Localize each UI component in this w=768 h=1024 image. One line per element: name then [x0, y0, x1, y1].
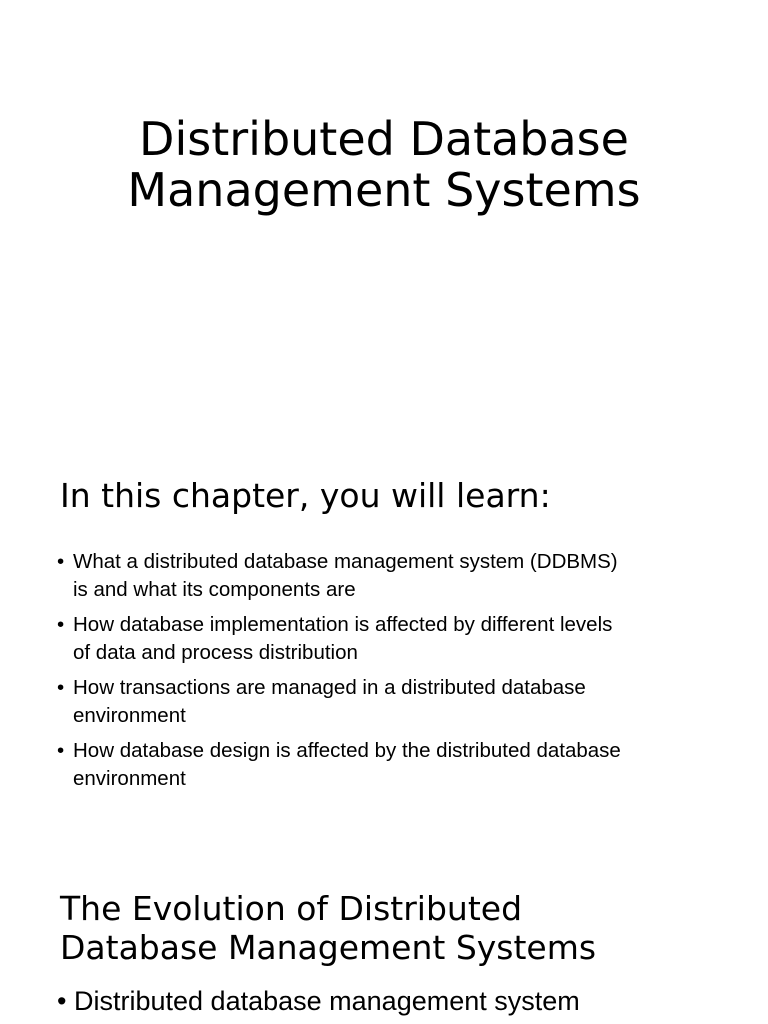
bullet-icon: • [57, 550, 65, 573]
evolution-slide [0, 860, 768, 1024]
objective-text-line-2: environment [73, 703, 186, 727]
evolution-heading-line-1: The Evolution of Distributed [60, 889, 523, 928]
evolution-list [57, 982, 737, 1020]
objective-text-line-1: How database design is affected by the distributed database [73, 739, 621, 762]
presentation-title [60, 114, 708, 216]
title-line-1: Distributed Database [139, 112, 629, 166]
evolution-heading [60, 890, 720, 967]
objective-text-line-1: What a distributed database management system (DDBMS) [73, 550, 618, 573]
bullet-icon: • [57, 613, 65, 636]
learning-objectives-list [57, 548, 717, 800]
objective-item [57, 674, 717, 729]
bullet-icon: • [57, 986, 67, 1016]
objective-text-line-1: How database implementation is affected by different levels [73, 613, 613, 636]
objective-text-line-2: is and what its components are [73, 577, 356, 601]
evolution-item-text: Distributed database management system [74, 986, 580, 1016]
objective-item [57, 611, 717, 666]
title-slide [0, 0, 768, 430]
learning-objectives-heading: In this chapter, you will learn: [60, 476, 551, 515]
objective-text-line-1: How transactions are managed in a distributed database [73, 676, 586, 699]
objective-item [57, 548, 717, 603]
objective-text-line-2: of data and process distribution [73, 640, 358, 664]
bullet-icon: • [57, 739, 65, 762]
bullet-icon: • [57, 676, 65, 699]
title-line-2: Management Systems [127, 163, 641, 217]
evolution-item [57, 982, 737, 1020]
evolution-heading-line-2: Database Management Systems [60, 927, 597, 967]
learning-objectives-slide [0, 430, 768, 860]
objective-item [57, 737, 717, 792]
objective-text-line-2: environment [73, 766, 186, 790]
